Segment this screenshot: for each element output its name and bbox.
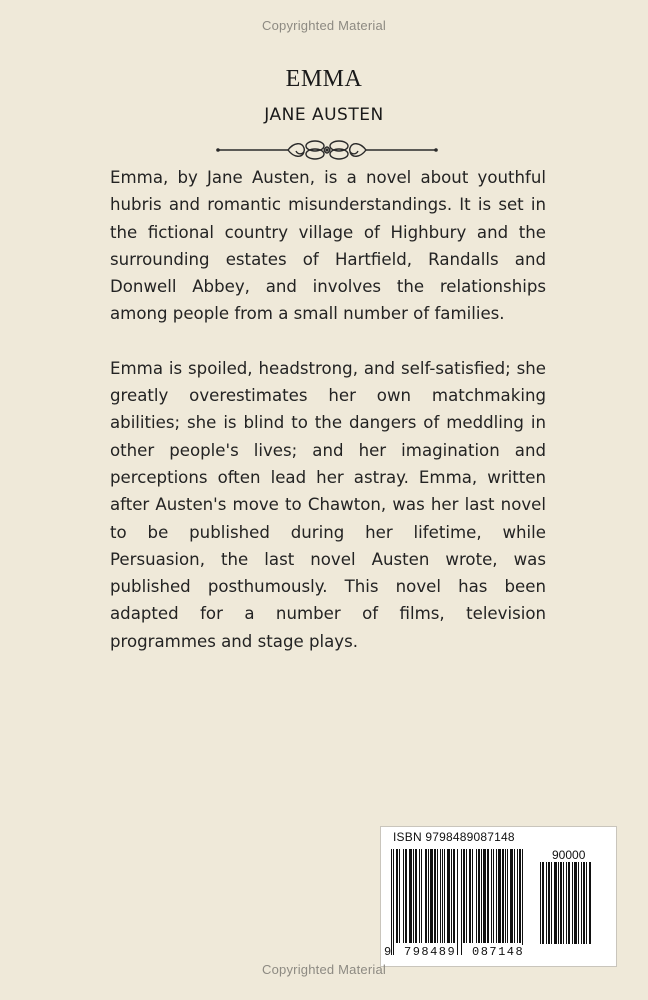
book-description [110,164,546,655]
description-paragraph-1: Emma, by Jane Austen, is a novel about youthful hubris and romantic misunderstandings. It is set in the fictional country village of Highbury and the surrounding estates of Hartfield, Randalls and Donwell Abbey, and involves the relationships among people from a small number of families. [110,168,546,324]
scroll-ornament-divider-icon [214,138,440,162]
isbn-barcode [380,826,617,967]
price-code-label: 90000 [552,848,586,862]
price-addon-bars-icon [540,862,606,956]
barcode-bars-icon [391,849,531,955]
description-paragraph-2: Emma is spoiled, headstrong, and self-satisfied; she greatly overestimates her own matchmaking abilities; she is blind to the dangers of meddling in other people's lives; and her imagination and perceptions often lead her astray. Emma, written after Austen's move to Chawton, was her last novel to be published during her lifetime, while Persuasion, the last novel Austen wrote, was published posthumously. This novel has been adapted for a number of films, television programmes and stage plays. [110,358,546,651]
book-author: JANE AUSTEN [264,105,384,125]
barcode-first-digit: 9 [384,945,392,959]
copyright-watermark-bottom: Copyrighted Material [262,962,386,977]
isbn-label: ISBN 9798489087148 [393,830,515,844]
barcode-right-digits: 087148 [472,945,525,959]
copyright-watermark-top: Copyrighted Material [262,18,386,33]
book-title: EMMA [285,66,363,92]
barcode-left-digits: 798489 [404,945,457,959]
